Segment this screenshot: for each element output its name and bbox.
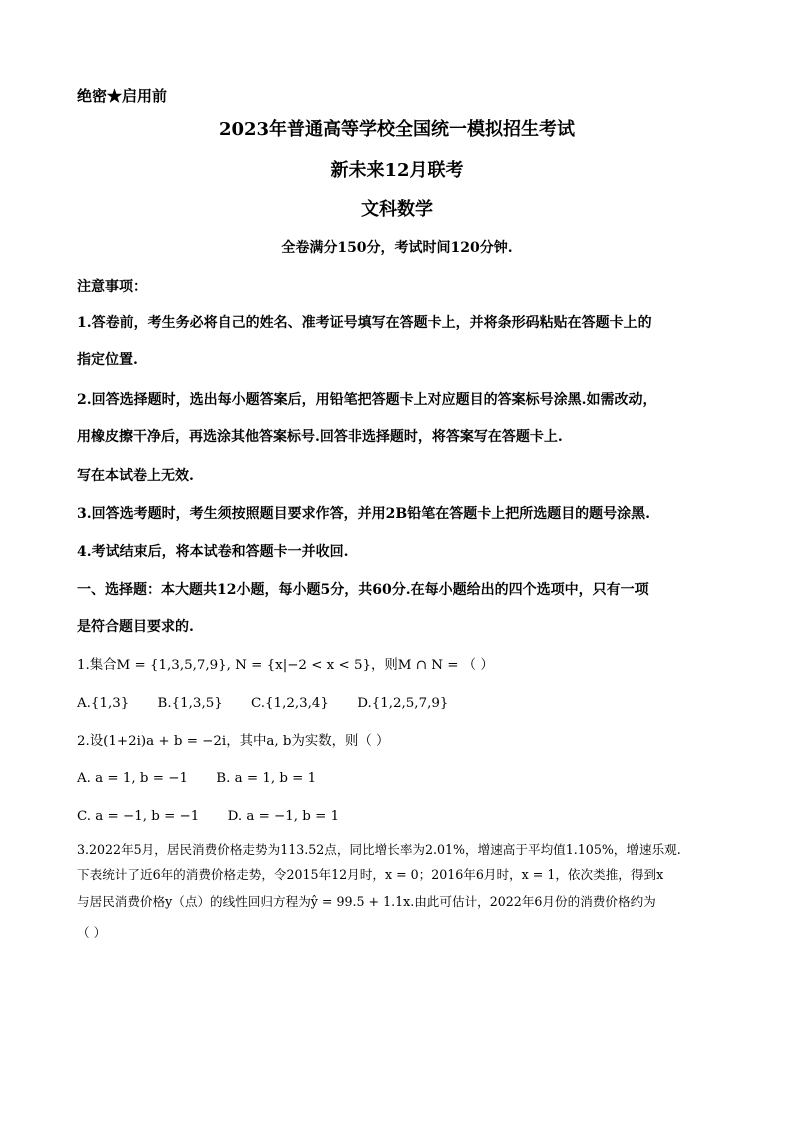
- note-4: 4.考试结束后，将本试卷和答题卡一并收回.: [77, 544, 349, 560]
- note-2-line-3: 写在本试卷上无效.: [77, 468, 194, 484]
- q2-option-a: A. a = 1, b = −1: [77, 771, 188, 786]
- question-3-line-2: 下表统计了近6年的消费价格走势，令2015年12月时，x = 0；2016年6月时，x = 1，依次类推，得到x: [77, 867, 664, 882]
- question-3-line-4: （ ）: [77, 925, 107, 940]
- question-3-line-1: 3.2022年5月，居民消费价格走势为113.52点，同比增长率为2.01%，增速高于平均值1.105%，增速乐观.: [77, 842, 681, 857]
- score-info: 全卷满分150分，考试时间120分钟.: [281, 240, 513, 256]
- question-2-options-row-2: [77, 810, 363, 823]
- question-1-options: [77, 697, 472, 710]
- note-2-line-1: 2.回答选择题时，选出每小题答案后，用铅笔把答题卡上对应题目的答案标号涂黑.如需改动，: [77, 392, 657, 408]
- note-1-line-1: 1.答卷前，考生务必将自己的姓名、准考证号填写在答题卡上，并将条形码粘贴在答题卡上的: [77, 315, 652, 331]
- note-1-line-2: 指定位置.: [77, 352, 138, 368]
- question-2-options-row-1: [77, 772, 340, 785]
- question-2-stem: 2.设(1+2i)a + b = −2i，其中a, b为实数，则（ ）: [77, 734, 390, 749]
- q1-option-c: C.{1,2,3,4}: [251, 696, 329, 711]
- q1-option-b: B.{1,3,5}: [157, 696, 223, 711]
- question-3-line-3: 与居民消费价格y（点）的线性回归方程为ŷ = 99.5 + 1.1x.由此可估计，2022年6月份的消费价格约为: [77, 894, 656, 909]
- q1-option-d: D.{1,2,5,7,9}: [357, 696, 449, 711]
- exam-subtitle: 新未来12月联考: [330, 160, 464, 181]
- note-3: 3.回答选考题时，考生须按照题目要求作答，并用2B铅笔在答题卡上把所选题目的题号涂黑.: [77, 506, 651, 522]
- notes-heading: 注意事项：: [77, 279, 147, 295]
- section-1-line-2: 是符合题目要求的.: [77, 619, 194, 635]
- q2-option-d: D. a = −1, b = 1: [227, 809, 340, 824]
- question-1-stem: 1.集合M = {1,3,5,7,9}, N = {x|−2 < x < 5}，则M ∩ N = （ ）: [77, 658, 494, 673]
- section-1-line-1: 一、选择题：本大题共12小题，每小题5分，共60分.在每小题给出的四个选项中，只有一项: [77, 582, 649, 598]
- q2-option-c: C. a = −1, b = −1: [77, 809, 200, 824]
- q1-option-a: A.{1,3}: [77, 696, 130, 711]
- exam-subject: 文科数学: [361, 199, 433, 220]
- q2-option-b: B. a = 1, b = 1: [216, 771, 317, 786]
- note-2-line-2: 用橡皮擦干净后，再选涂其他答案标号.回答非选择题时，将答案写在答题卡上.: [77, 429, 563, 445]
- secret-mark: 绝密★启用前: [77, 87, 168, 105]
- exam-title: 2023年普通高等学校全国统一模拟招生考试: [218, 119, 576, 140]
